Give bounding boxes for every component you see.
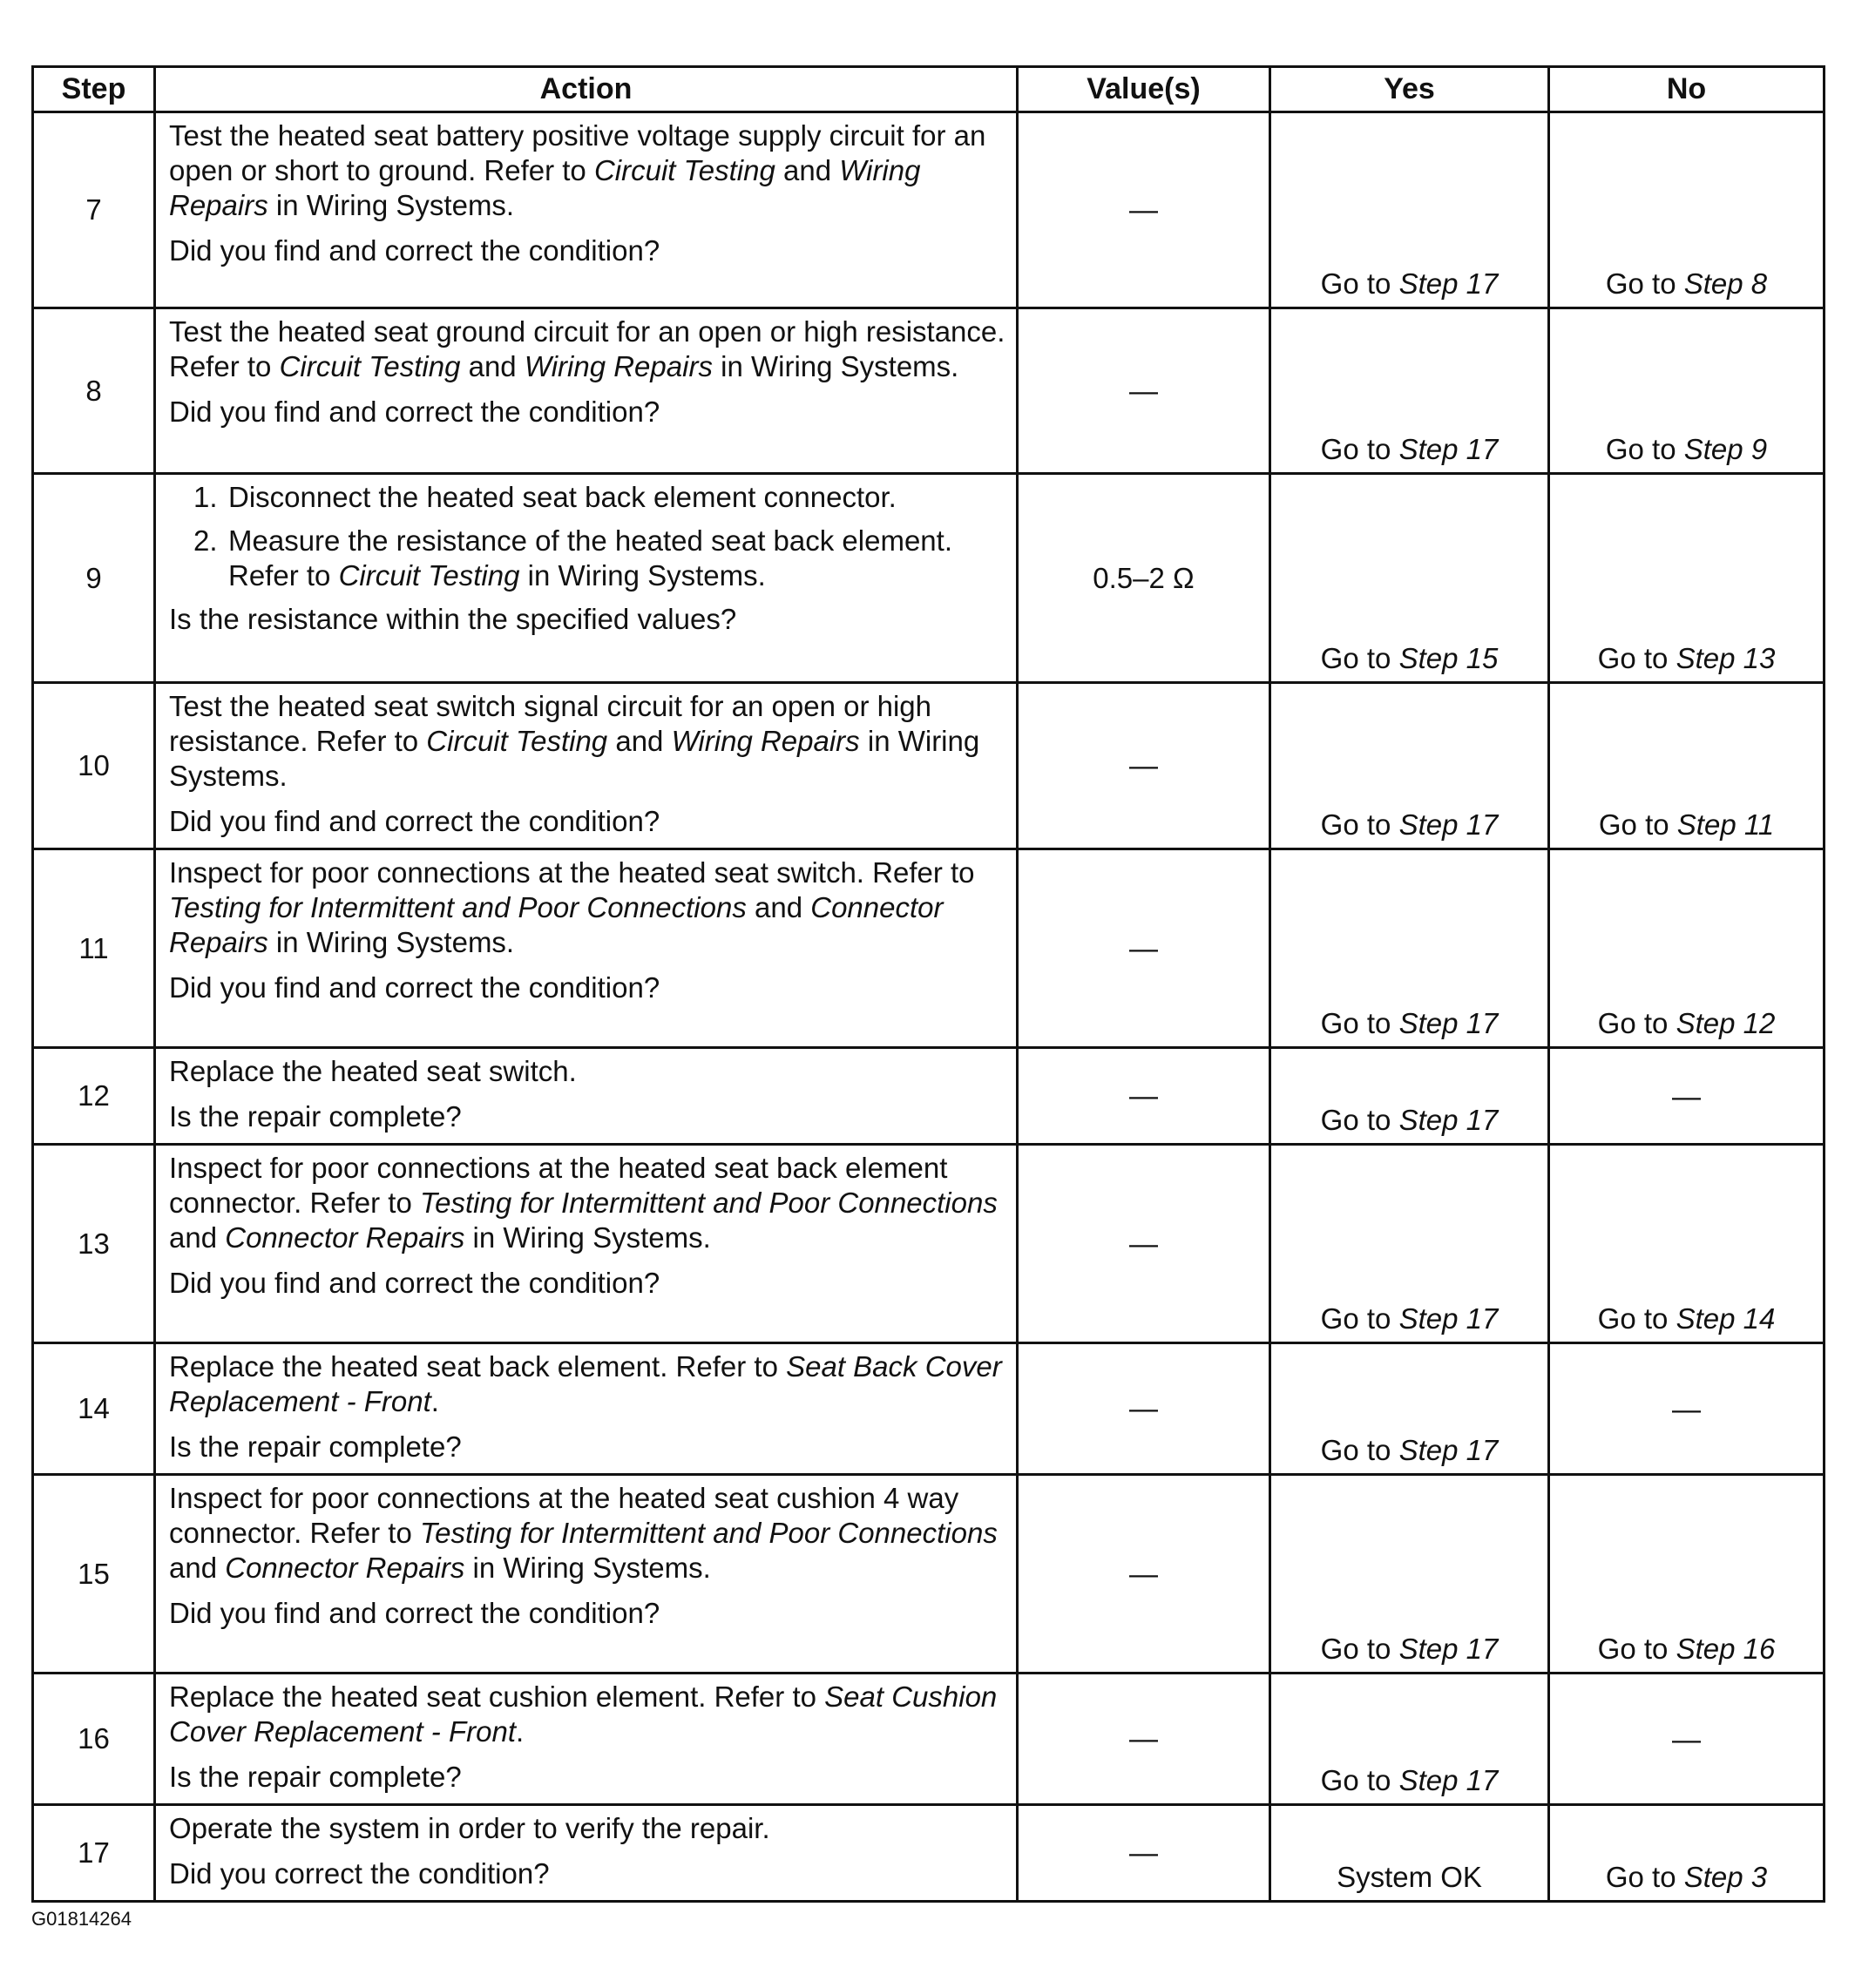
step-number: 16	[33, 1674, 155, 1805]
diagnostic-table-page	[31, 65, 1823, 1903]
reference-link-text: Step 13	[1676, 642, 1776, 674]
no-cell	[1549, 1805, 1825, 1902]
reference-link-text: Testing for Intermittent and Poor Connections	[420, 1517, 998, 1549]
action-text: .	[515, 1715, 525, 1748]
action-text: and	[460, 350, 525, 382]
action-text: Test the heated seat battery positive voltage supply circuit for an open or short to ground. Refer to	[169, 119, 986, 186]
substep-item	[193, 524, 1005, 593]
action-text: Go to	[1597, 1302, 1676, 1335]
action-question: Did you find and correct the condition?	[169, 234, 660, 267]
table-body	[33, 112, 1825, 1902]
action-text: Operate the system in order to verify the repair.	[169, 1812, 770, 1844]
yes-cell	[1270, 1805, 1549, 1902]
action-instruction	[169, 1349, 1005, 1419]
no-cell	[1549, 112, 1825, 308]
action-cell	[155, 474, 1018, 683]
action-text: Go to	[1320, 433, 1399, 465]
action-text: .	[430, 1385, 439, 1417]
action-instruction	[169, 855, 1005, 960]
reference-link-text: Step 17	[1398, 1104, 1499, 1136]
reference-link-text: Step 11	[1676, 808, 1775, 841]
reference-link-text: Connector Repairs	[225, 1552, 465, 1584]
action-cell	[155, 683, 1018, 849]
yes-cell	[1270, 1343, 1549, 1475]
action-question: Is the resistance within the specified values?	[169, 603, 737, 635]
action-text: Go to	[1320, 1434, 1399, 1466]
action-text: Go to	[1320, 1104, 1399, 1136]
no-cell	[1549, 849, 1825, 1048]
table-row	[33, 683, 1825, 849]
action-text: Go to	[1597, 1007, 1676, 1039]
reference-link-text: Connector Repairs	[169, 891, 944, 958]
substep-text	[228, 480, 1005, 515]
action-text: Go to	[1320, 642, 1399, 674]
substep-text	[228, 524, 1005, 593]
action-cell	[155, 1343, 1018, 1475]
header-action: Action	[155, 67, 1018, 112]
table-row	[33, 474, 1825, 683]
action-text: and	[169, 1221, 226, 1254]
action-text: in Wiring Systems.	[169, 725, 980, 792]
action-question: Did you find and correct the condition?	[169, 1267, 660, 1299]
action-cell	[155, 849, 1018, 1048]
reference-link-text: Step 9	[1683, 433, 1768, 465]
value-cell: —	[1018, 308, 1270, 474]
header-values: Value(s)	[1018, 67, 1270, 112]
no-cell	[1549, 683, 1825, 849]
header-step: Step	[33, 67, 155, 112]
reference-link-text: Circuit Testing	[593, 154, 775, 186]
value-cell: —	[1018, 1343, 1270, 1475]
no-cell	[1549, 1145, 1825, 1343]
table-row	[33, 1475, 1825, 1674]
action-text: in Wiring Systems.	[267, 926, 515, 958]
action-instruction	[169, 689, 1005, 794]
action-text: Replace the heated seat cushion element. Refer to	[169, 1680, 825, 1713]
action-question: Did you find and correct the condition?	[169, 805, 660, 837]
action-text: Go to	[1605, 267, 1684, 300]
value-cell: —	[1018, 1674, 1270, 1805]
reference-link-text: Step 8	[1683, 267, 1768, 300]
action-text: Go to	[1320, 1007, 1399, 1039]
action-text: Go to	[1605, 433, 1684, 465]
action-text: in Wiring Systems.	[464, 1221, 711, 1254]
action-instruction	[169, 1151, 1005, 1255]
step-number: 7	[33, 112, 155, 308]
value-cell: —	[1018, 1805, 1270, 1902]
table-row	[33, 112, 1825, 308]
action-text: Go to	[1320, 808, 1399, 841]
action-text: Disconnect the heated seat back element connector.	[228, 481, 897, 513]
value-cell: —	[1018, 849, 1270, 1048]
reference-link-text: Step 17	[1398, 267, 1499, 300]
action-text: Replace the heated seat switch.	[169, 1055, 577, 1087]
action-cell	[155, 1048, 1018, 1145]
header-row	[33, 67, 1825, 112]
value-cell: —	[1018, 1475, 1270, 1674]
action-text: Go to	[1597, 642, 1676, 674]
value-cell: 0.5–2 Ω	[1018, 474, 1270, 683]
reference-link-text: Step 17	[1398, 1633, 1499, 1665]
substep-list	[169, 480, 1005, 593]
reference-link-text: Circuit Testing	[426, 725, 608, 757]
table-row	[33, 1343, 1825, 1475]
action-text: in Wiring Systems.	[519, 559, 766, 592]
action-text: and	[169, 1552, 226, 1584]
no-cell: —	[1549, 1343, 1825, 1475]
no-cell: —	[1549, 1048, 1825, 1145]
action-text: Test the heated seat ground circuit for an open or high resistance. Refer to	[169, 315, 1005, 382]
reference-link-text: Step 17	[1398, 1434, 1499, 1466]
yes-cell	[1270, 308, 1549, 474]
reference-link-text: Testing for Intermittent and Poor Connections	[420, 1187, 998, 1219]
reference-link-text: Step 15	[1398, 642, 1499, 674]
no-cell	[1549, 474, 1825, 683]
value-cell: —	[1018, 1145, 1270, 1343]
action-cell	[155, 1674, 1018, 1805]
step-number: 12	[33, 1048, 155, 1145]
action-text: Inspect for poor connections at the heated seat switch. Refer to	[169, 856, 975, 889]
action-text: Go to	[1598, 808, 1677, 841]
yes-cell	[1270, 1674, 1549, 1805]
substep-number: 1.	[193, 481, 218, 513]
action-instruction	[169, 1054, 1005, 1089]
reference-link-text: Wiring Repairs	[524, 350, 713, 382]
action-question: Is the repair complete?	[169, 1100, 462, 1133]
step-number: 9	[33, 474, 155, 683]
reference-link-text: Seat Cushion Cover Replacement - Front	[169, 1680, 998, 1748]
action-instruction	[169, 118, 1005, 223]
reference-link-text: Step 17	[1398, 433, 1499, 465]
action-text: in Wiring Systems.	[267, 189, 515, 221]
action-text: Go to	[1320, 1302, 1399, 1335]
action-instruction	[169, 1811, 1005, 1846]
action-question: Did you find and correct the condition?	[169, 396, 660, 428]
action-text: in Wiring Systems.	[464, 1552, 711, 1584]
action-instruction	[169, 314, 1005, 384]
action-text: Go to	[1320, 267, 1399, 300]
step-number: 13	[33, 1145, 155, 1343]
action-text: and	[607, 725, 672, 757]
action-text: Go to	[1320, 1764, 1399, 1796]
table-row	[33, 1048, 1825, 1145]
action-text: Measure the resistance of the heated seat back element. Refer to	[228, 524, 952, 592]
reference-link-text: Wiring Repairs	[169, 154, 921, 221]
substep-item	[193, 480, 1005, 515]
reference-link-text: Step 17	[1398, 1007, 1499, 1039]
action-text: and	[746, 891, 811, 923]
step-number: 15	[33, 1475, 155, 1674]
step-number: 11	[33, 849, 155, 1048]
yes-cell	[1270, 474, 1549, 683]
step-number: 14	[33, 1343, 155, 1475]
no-cell	[1549, 1475, 1825, 1674]
reference-link-text: Step 3	[1683, 1861, 1768, 1893]
reference-link-text: Circuit Testing	[338, 559, 520, 592]
yes-cell	[1270, 683, 1549, 849]
reference-link-text: Testing for Intermittent and Poor Connections	[169, 891, 747, 923]
step-number: 8	[33, 308, 155, 474]
action-question: Did you correct the condition?	[169, 1857, 550, 1890]
no-cell	[1549, 308, 1825, 474]
value-cell: —	[1018, 112, 1270, 308]
action-text: Test the heated seat switch signal circuit for an open or high resistance. Refer to	[169, 690, 931, 757]
yes-cell	[1270, 1475, 1549, 1674]
action-question: Did you find and correct the condition?	[169, 971, 660, 1004]
yes-cell	[1270, 112, 1549, 308]
action-instruction	[169, 1481, 1005, 1586]
action-cell	[155, 1475, 1018, 1674]
action-text: Go to	[1320, 1633, 1399, 1665]
action-cell	[155, 112, 1018, 308]
reference-link-text: Step 17	[1398, 808, 1499, 841]
action-question: Is the repair complete?	[169, 1430, 462, 1463]
step-number: 17	[33, 1805, 155, 1902]
reference-link-text: Connector Repairs	[225, 1221, 465, 1254]
figure-id: G01814264	[31, 1908, 132, 1930]
substep-number: 2.	[193, 524, 218, 557]
table-row	[33, 1805, 1825, 1902]
step-number: 10	[33, 683, 155, 849]
table-row	[33, 308, 1825, 474]
action-text: Go to	[1605, 1861, 1684, 1893]
reference-link-text: Step 17	[1398, 1764, 1499, 1796]
action-text: and	[775, 154, 840, 186]
table-row	[33, 1145, 1825, 1343]
reference-link-text: Circuit Testing	[279, 350, 461, 382]
action-text: System OK	[1337, 1861, 1482, 1893]
reference-link-text: Seat Back Cover Replacement - Front	[169, 1350, 1002, 1417]
yes-cell	[1270, 1145, 1549, 1343]
value-cell: —	[1018, 683, 1270, 849]
action-instruction	[169, 1680, 1005, 1749]
reference-link-text: Step 12	[1676, 1007, 1776, 1039]
diagnostic-table	[31, 65, 1825, 1903]
action-text: in Wiring Systems.	[712, 350, 959, 382]
header-no: No	[1549, 67, 1825, 112]
action-cell	[155, 1145, 1018, 1343]
yes-cell	[1270, 1048, 1549, 1145]
action-text: Go to	[1597, 1633, 1676, 1665]
reference-link-text: Wiring Repairs	[671, 725, 860, 757]
table-row	[33, 1674, 1825, 1805]
action-text: Inspect for poor connections at the heated seat cushion 4 way connector. Refer to	[169, 1482, 959, 1549]
action-cell	[155, 1805, 1018, 1902]
value-cell: —	[1018, 1048, 1270, 1145]
action-question: Is the repair complete?	[169, 1761, 462, 1793]
reference-link-text: Step 16	[1676, 1633, 1776, 1665]
action-text: Replace the heated seat back element. Refer to	[169, 1350, 787, 1383]
reference-link-text: Step 14	[1676, 1302, 1776, 1335]
action-cell	[155, 308, 1018, 474]
action-question: Did you find and correct the condition?	[169, 1597, 660, 1629]
reference-link-text: Step 17	[1398, 1302, 1499, 1335]
no-cell: —	[1549, 1674, 1825, 1805]
action-text: Inspect for poor connections at the heated seat back element connector. Refer to	[169, 1152, 948, 1219]
yes-cell	[1270, 849, 1549, 1048]
table-row	[33, 849, 1825, 1048]
header-yes: Yes	[1270, 67, 1549, 112]
